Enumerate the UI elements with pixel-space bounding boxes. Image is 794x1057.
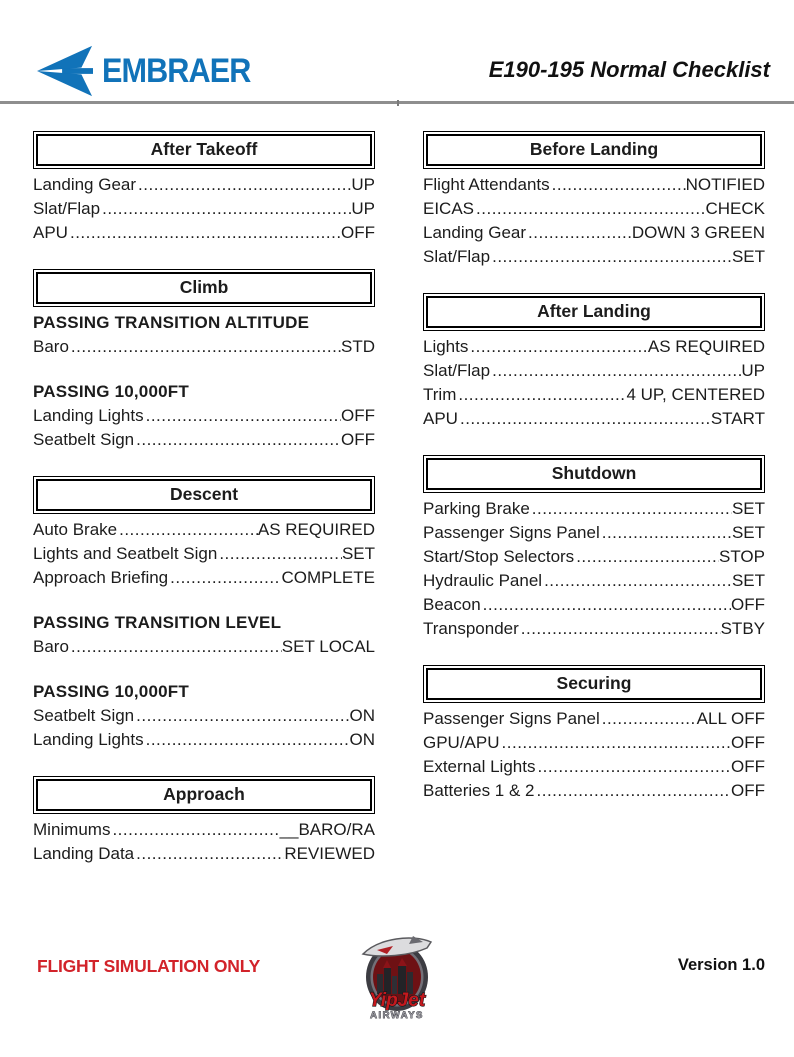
checklist-item <box>33 842 375 866</box>
item-label: Seatbelt Sign <box>33 706 135 725</box>
item-label: Landing Lights <box>33 730 144 749</box>
dot-leader <box>69 635 282 659</box>
section-title: Approach <box>163 784 245 804</box>
dot-leader <box>542 569 732 593</box>
item-label: Auto Brake <box>33 520 118 539</box>
section-entries <box>33 518 375 752</box>
section-header <box>426 458 762 490</box>
section-header-box <box>33 269 375 307</box>
dot-leader <box>117 518 258 542</box>
item-value: STD <box>341 337 375 356</box>
section-entries <box>33 311 375 452</box>
checklist-item <box>423 173 765 197</box>
item-value: AS REQUIRED <box>257 520 375 539</box>
dot-leader <box>134 428 341 452</box>
checklist-item <box>33 221 375 245</box>
checklist-item <box>33 728 375 752</box>
checklist-item <box>423 569 765 593</box>
item-label: Approach Briefing <box>33 568 169 587</box>
section-header <box>36 779 372 811</box>
item-label: Seatbelt Sign <box>33 430 135 449</box>
checklist-section <box>33 776 375 866</box>
item-value: UP <box>351 175 375 194</box>
checklist-item <box>423 545 765 569</box>
item-value: ON <box>349 730 375 749</box>
item-label: Passenger Signs Panel <box>423 523 600 542</box>
checklist-item <box>33 818 375 842</box>
dot-leader <box>535 755 731 779</box>
dot-leader <box>134 704 349 728</box>
item-value: UP <box>741 361 765 380</box>
section-header-box <box>423 131 765 169</box>
item-value: REVIEWED <box>284 844 375 863</box>
item-label: GPU/APU <box>423 733 500 752</box>
dot-leader <box>530 497 732 521</box>
section-title: Shutdown <box>551 463 637 483</box>
page-title: E190-195 Normal Checklist <box>488 57 770 82</box>
item-value: DOWN 3 GREEN <box>631 223 765 242</box>
item-value: OFF <box>341 430 375 449</box>
checklist-item <box>33 197 375 221</box>
item-label: Start/Stop Selectors <box>423 547 575 566</box>
spacer <box>33 359 375 380</box>
dot-leader <box>100 197 351 221</box>
checklist-item <box>423 197 765 221</box>
dot-leader <box>217 542 342 566</box>
checklist-item <box>33 635 375 659</box>
section-title: Before Landing <box>529 139 659 159</box>
item-value: UP <box>351 199 375 218</box>
item-value: SET <box>731 523 765 542</box>
item-label: Transponder <box>423 619 519 638</box>
checklist-item <box>423 383 765 407</box>
checklist-section <box>423 455 765 641</box>
header-divider <box>0 101 794 104</box>
dot-leader <box>526 221 632 245</box>
dot-leader <box>468 335 647 359</box>
dot-leader <box>535 779 731 803</box>
item-value: __BARO/RA <box>279 820 375 839</box>
item-label: External Lights <box>423 757 536 776</box>
simulation-warning: FLIGHT SIMULATION ONLY <box>37 956 261 976</box>
dot-leader <box>144 728 350 752</box>
section-entries <box>423 707 765 803</box>
item-value: OFF <box>731 757 765 776</box>
checklist-item <box>33 335 375 359</box>
column-right <box>423 131 765 890</box>
section-title: Securing <box>556 673 632 693</box>
item-value: OFF <box>731 733 765 752</box>
item-label: Trim <box>423 385 457 404</box>
section-header-box <box>33 776 375 814</box>
section-header-box <box>33 131 375 169</box>
checklist-section <box>33 131 375 245</box>
item-value: STOP <box>719 547 765 566</box>
item-label: Lights and Seatbelt Sign <box>33 544 218 563</box>
section-entries <box>423 335 765 431</box>
item-value: AS REQUIRED <box>647 337 765 356</box>
checklist-item <box>423 593 765 617</box>
item-label: Beacon <box>423 595 481 614</box>
item-value: OFF <box>731 595 765 614</box>
item-value: 4 UP, CENTERED <box>626 385 765 404</box>
checklist-body <box>33 131 765 890</box>
checklist-section <box>423 293 765 431</box>
checklist-item <box>423 245 765 269</box>
checklist-subheader: PASSING TRANSITION ALTITUDE <box>33 313 310 332</box>
checklist-item <box>423 335 765 359</box>
checklist-section <box>423 131 765 269</box>
item-label: Parking Brake <box>423 499 530 518</box>
dot-leader <box>456 383 626 407</box>
section-header <box>36 479 372 511</box>
dot-leader <box>69 335 341 359</box>
item-value: SET LOCAL <box>281 637 375 656</box>
dot-leader <box>500 731 731 755</box>
column-left <box>33 131 375 890</box>
item-label: Lights <box>423 337 469 356</box>
checklist-item <box>423 407 765 431</box>
section-entries <box>33 818 375 866</box>
item-value: START <box>710 409 765 428</box>
yipjet-airways-label: AIRWAYS <box>370 1010 424 1021</box>
item-label: Landing Gear <box>423 223 527 242</box>
item-value: SET <box>731 571 765 590</box>
item-label: APU <box>423 409 458 428</box>
section-entries <box>423 497 765 641</box>
dot-leader <box>134 842 284 866</box>
spacer <box>33 590 375 611</box>
yipjet-badge-icon <box>353 930 441 1024</box>
dot-leader <box>490 359 741 383</box>
checklist-item <box>423 221 765 245</box>
item-label: Flight Attendants <box>423 175 550 194</box>
item-value: COMPLETE <box>281 568 375 587</box>
item-value: ON <box>349 706 375 725</box>
item-label: Hydraulic Panel <box>423 571 543 590</box>
checklist-subheader: PASSING 10,000FT <box>33 682 189 701</box>
dot-leader <box>458 407 711 431</box>
item-label: Landing Gear <box>33 175 137 194</box>
section-entries <box>33 173 375 245</box>
checklist-item <box>33 566 375 590</box>
checklist-item <box>33 404 375 428</box>
checklist-item <box>423 731 765 755</box>
item-value: OFF <box>341 406 375 425</box>
item-label: Baro <box>33 337 69 356</box>
item-label: Landing Lights <box>33 406 144 425</box>
dot-leader <box>68 221 341 245</box>
item-value: CHECK <box>705 199 765 218</box>
checklist-item <box>423 707 765 731</box>
section-title: Descent <box>169 484 239 504</box>
section-header-box <box>423 665 765 703</box>
dot-leader <box>600 707 697 731</box>
section-header-box <box>33 476 375 514</box>
version-label: Version 1.0 <box>677 956 765 974</box>
item-value: SET <box>341 544 375 563</box>
item-label: APU <box>33 223 68 242</box>
item-label: Slat/Flap <box>33 199 101 218</box>
checklist-item <box>423 755 765 779</box>
section-title: After Landing <box>537 301 651 321</box>
checklist-item <box>423 779 765 803</box>
checklist-item <box>33 704 375 728</box>
section-header <box>426 668 762 700</box>
checklist-item <box>33 428 375 452</box>
dot-leader <box>600 521 732 545</box>
dot-leader <box>481 593 731 617</box>
section-header <box>36 272 372 304</box>
item-value: SET <box>731 247 765 266</box>
checklist-item <box>423 359 765 383</box>
section-header <box>36 134 372 166</box>
item-label: Baro <box>33 637 69 656</box>
dot-leader <box>110 818 279 842</box>
checklist-item <box>423 497 765 521</box>
embraer-logo <box>37 44 267 98</box>
checklist-item <box>423 617 765 641</box>
section-title: Climb <box>179 277 229 297</box>
dot-leader <box>550 173 686 197</box>
section-header-box <box>423 293 765 331</box>
embraer-arrow-icon <box>37 45 93 97</box>
dot-leader <box>490 245 732 269</box>
section-title: After Takeoff <box>150 139 258 159</box>
item-label: Passenger Signs Panel <box>423 709 600 728</box>
checklist-section <box>423 665 765 803</box>
dot-leader <box>168 566 281 590</box>
dot-leader <box>474 197 705 221</box>
item-label: Minimums <box>33 820 111 839</box>
checklist-subheader: PASSING 10,000FT <box>33 382 189 401</box>
dot-leader <box>144 404 341 428</box>
dot-leader <box>136 173 351 197</box>
yipjet-airways-logo <box>353 930 441 1024</box>
checklist-item <box>33 542 375 566</box>
item-label: Landing Data <box>33 844 135 863</box>
checklist-section <box>33 476 375 752</box>
item-value: OFF <box>341 223 375 242</box>
item-label: Slat/Flap <box>423 361 491 380</box>
item-value: OFF <box>731 781 765 800</box>
spacer <box>33 659 375 680</box>
checklist-subheader: PASSING TRANSITION LEVEL <box>33 613 282 632</box>
item-label: Batteries 1 & 2 <box>423 781 535 800</box>
section-entries <box>423 173 765 269</box>
dot-leader <box>519 617 721 641</box>
item-value: NOTIFIED <box>685 175 765 194</box>
item-value: ALL OFF <box>696 709 765 728</box>
item-value: STBY <box>720 619 765 638</box>
section-header-box <box>423 455 765 493</box>
checklist-item <box>33 173 375 197</box>
yipjet-wordmark: YipJet <box>368 990 426 1011</box>
checklist-item <box>33 518 375 542</box>
dot-leader <box>574 545 719 569</box>
item-label: EICAS <box>423 199 475 218</box>
item-value: SET <box>731 499 765 518</box>
section-header <box>426 134 762 166</box>
item-label: Slat/Flap <box>423 247 491 266</box>
section-header <box>426 296 762 328</box>
checklist-section <box>33 269 375 452</box>
checklist-item <box>423 521 765 545</box>
embraer-wordmark: EMBRAER <box>102 51 251 90</box>
